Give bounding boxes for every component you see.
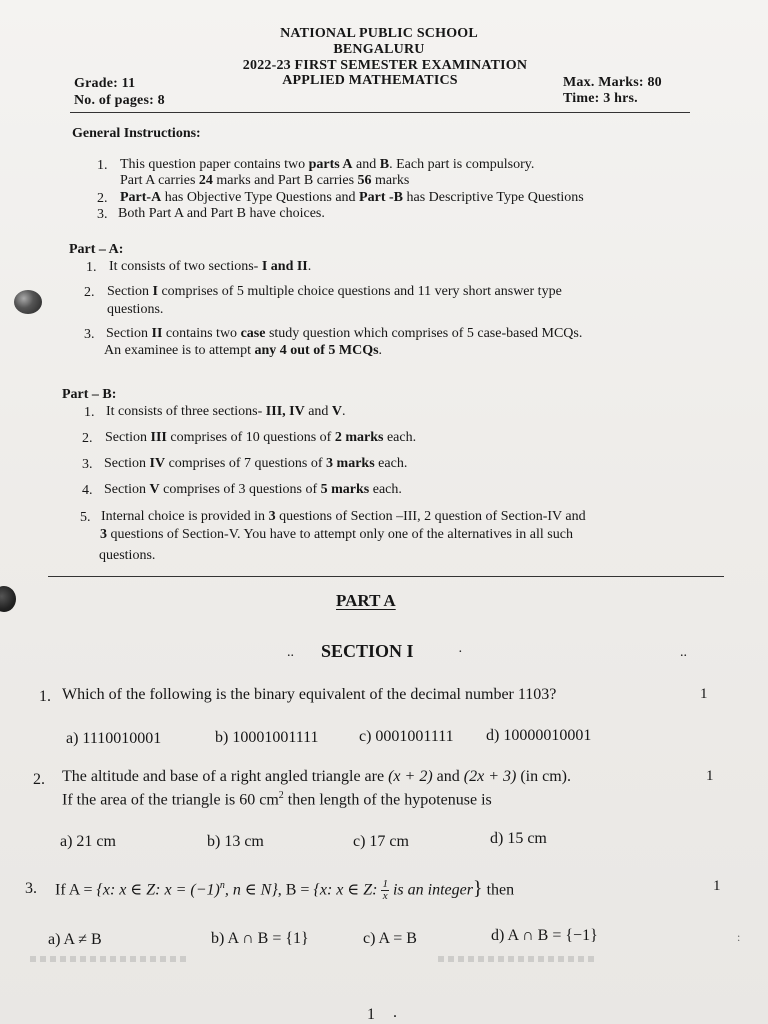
gi-3-num: 3.	[97, 207, 108, 222]
pa-2-num: 2.	[84, 285, 95, 300]
q2-option-b: b) 13 cm	[207, 833, 264, 850]
exam-title: 2022-23 FIRST SEMESTER EXAMINATION	[242, 58, 528, 73]
q2-option-d: d) 15 cm	[490, 830, 547, 847]
part-a-title: Part – A:	[69, 242, 124, 257]
gi-1-text-line2: Part A carries 24 marks and Part B carries 56 marks	[120, 173, 410, 188]
q2-text-line2: If the area of the triangle is 60 $cm^2$ then length of the hypotenuse is	[62, 790, 492, 809]
q3-mark: 1	[713, 878, 721, 894]
q3-text: If A = {x: x ∈ Z: $x = (-1)^n$, n ∈ N}, B = {x: x ∈ Z: $\frac{1}{x}$ is an integer} then	[55, 877, 515, 903]
q3-number: 3.	[25, 880, 37, 897]
punch-hole-bottom	[0, 586, 16, 612]
school-city: BENGALURU	[333, 42, 425, 57]
grade-label: Grade: 11	[74, 76, 136, 91]
section-i-heading: SECTION I	[321, 641, 414, 661]
pb-2-text: Section III comprises of 10 questions of 2 marks each.	[105, 430, 417, 445]
page-number: 1	[367, 1006, 375, 1023]
pb-4-num: 4.	[82, 483, 93, 498]
gi-3-text: Both Part A and Part B have choices.	[118, 206, 325, 221]
pb-5-num: 5.	[80, 510, 91, 525]
header-rule	[70, 112, 690, 113]
q1-option-b: b) 10001001111	[215, 729, 319, 746]
pa-3-text-line2: An examinee is to attempt any 4 out of 5 MCQs.	[104, 343, 383, 358]
q3-option-b: b) A ∩ B = {1}	[211, 930, 309, 947]
pb-4-text: Section V comprises of 3 questions of 5 marks each.	[104, 482, 402, 497]
time-label: Time: 3 hrs.	[563, 91, 638, 106]
school-name: NATIONAL PUBLIC SCHOOL	[280, 26, 478, 41]
bleed-through-left	[30, 956, 190, 962]
pb-5-text-line2: 3 questions of Section-V. You have to attempt only one of the alternatives in all such	[100, 527, 573, 542]
pb-5-text-line3: questions.	[99, 548, 156, 563]
pa-3-num: 3.	[84, 327, 95, 342]
q3-option-d: d) A ∩ B = {−1}	[491, 927, 598, 944]
q1-option-d: d) 10000010001	[486, 727, 592, 744]
pa-1-num: 1.	[86, 260, 97, 275]
general-instructions-title: General Instructions:	[72, 126, 201, 141]
pb-1-num: 1.	[84, 405, 95, 420]
gi-2-num: 2.	[97, 191, 108, 206]
section-dots-right: ..	[680, 645, 687, 660]
q2-mark: 1	[706, 768, 714, 784]
pa-1-text: It consists of two sections- I and II.	[109, 259, 312, 274]
pa-2-text-line2: questions.	[107, 302, 164, 317]
q2-number: 2.	[33, 771, 45, 788]
section-dot-mid: ·	[458, 645, 463, 660]
section-dots-left: ..	[287, 645, 294, 660]
q1-mark: 1	[700, 686, 708, 702]
q1-option-c: c) 0001001111	[359, 728, 454, 745]
page-number-dot: .	[393, 1004, 397, 1021]
pages-label: No. of pages: 8	[74, 93, 165, 108]
subject-title: APPLIED MATHEMATICS	[282, 73, 458, 88]
gi-1-num: 1.	[97, 158, 108, 173]
pb-2-num: 2.	[82, 431, 93, 446]
pb-5-text: Internal choice is provided in 3 questions of Section –III, 2 question of Section-IV and	[101, 509, 586, 524]
bleed-through-right	[438, 956, 598, 962]
pb-3-text: Section IV comprises of 7 questions of 3 marks each.	[104, 456, 408, 471]
pa-2-text: Section I comprises of 5 multiple choice questions and 11 very short answer type	[107, 284, 562, 299]
gi-2-text: Part-A has Objective Type Questions and Part -B has Descriptive Type Questions	[120, 190, 584, 205]
q1-text: Which of the following is the binary equivalent of the decimal number 1103?	[62, 686, 557, 703]
pb-1-text: It consists of three sections- III, IV and V.	[106, 404, 346, 419]
q1-number: 1.	[39, 688, 51, 705]
pa-3-text: Section II contains two case study question which comprises of 5 case-based MCQs.	[106, 326, 583, 341]
q3-fraction: $\frac{1}{x}$	[382, 878, 388, 903]
part-b-title: Part – B:	[62, 387, 117, 402]
instructions-rule	[48, 576, 724, 577]
q2-option-c: c) 17 cm	[353, 833, 409, 850]
punch-hole-top	[14, 290, 42, 314]
q2-text-line1: The altitude and base of a right angled triangle are (x + 2) and (2x + 3) (in cm).	[62, 768, 571, 785]
margin-colon: :	[737, 930, 741, 944]
gi-1-text: This question paper contains two parts A and B. Each part is compulsory.	[120, 157, 535, 172]
q3-option-c: c) A = B	[363, 930, 417, 947]
max-marks-label: Max. Marks: 80	[563, 75, 662, 90]
q1-option-a: a) 1110010001	[66, 730, 162, 747]
q3-option-a: a) A ≠ B	[48, 931, 102, 948]
part-a-heading: PART A	[336, 591, 396, 610]
q2-option-a: a) 21 cm	[60, 833, 116, 850]
pb-3-num: 3.	[82, 457, 93, 472]
